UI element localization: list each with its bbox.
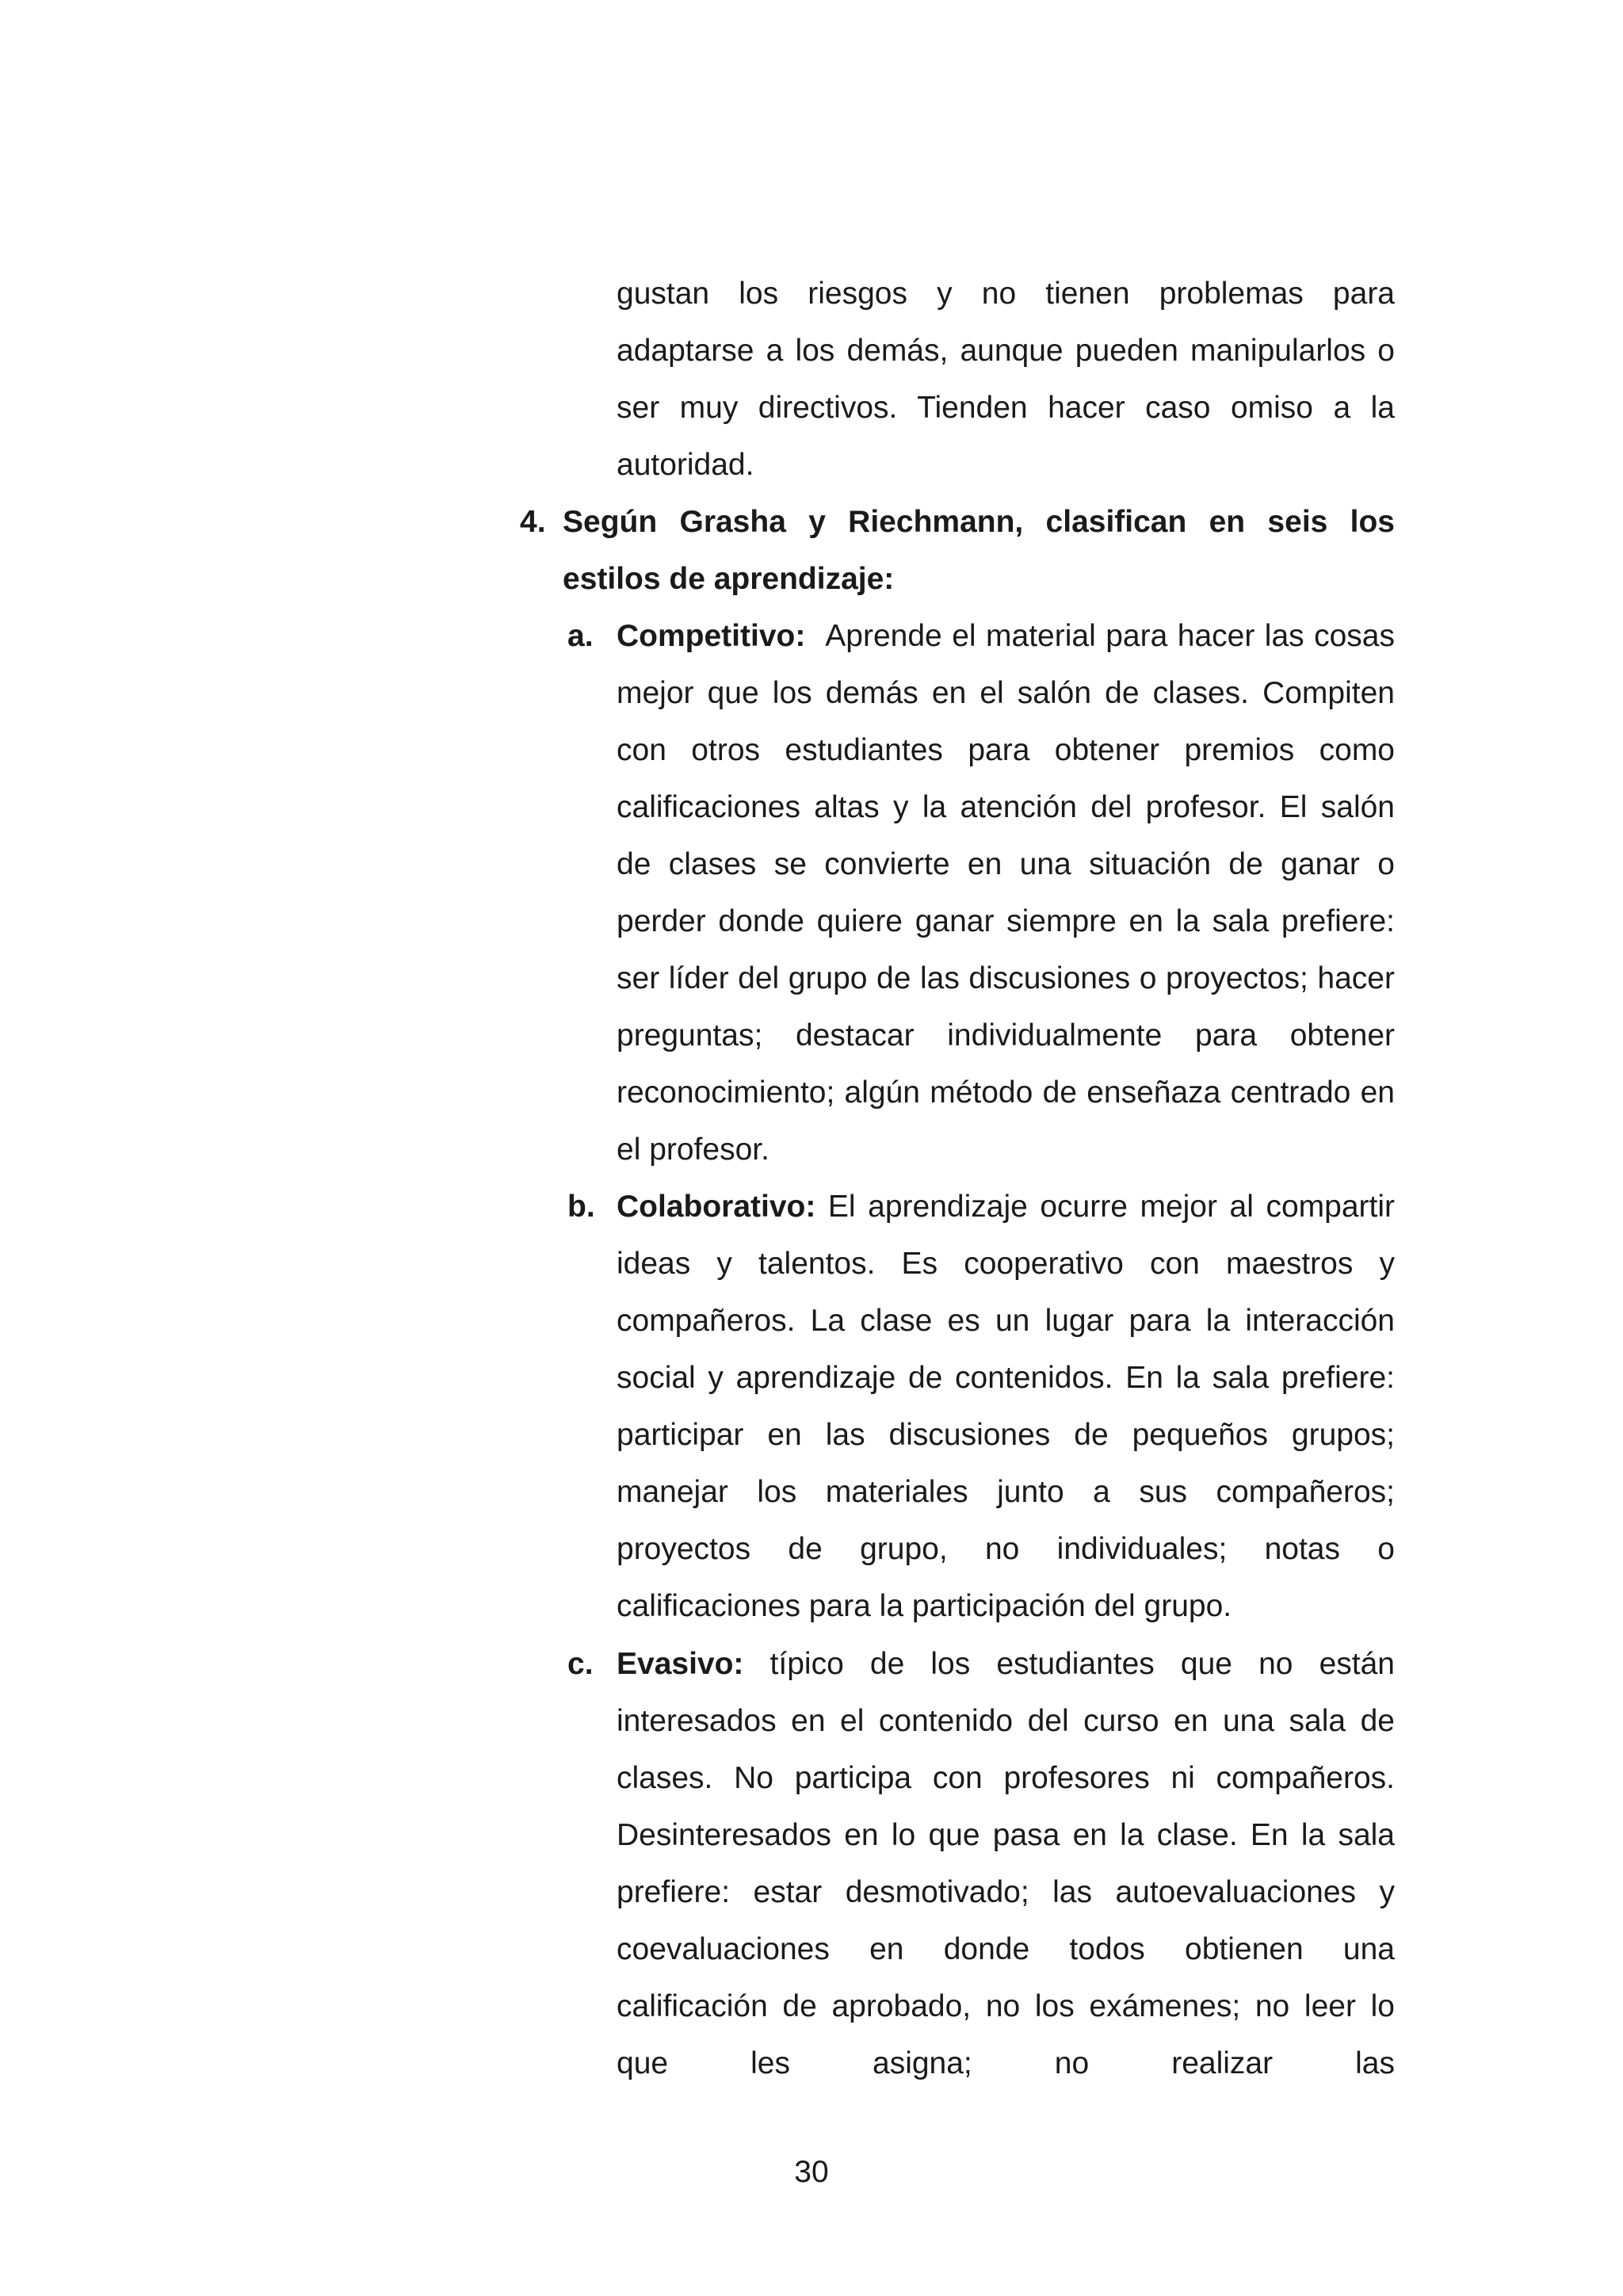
page-number: 30: [794, 2155, 829, 2189]
list-item-text: Aprende el material para hacer las cosas mejor que los demás en el salón de clases. Compiten con otros estudiantes para obtener premios como calificaciones altas y la atención del profesor. El salón de clases se convierte en una situación de ganar o perder donde quiere ganar siempre en la sala prefiere: ser líder del grupo de las discusiones o proyectos; hacer preguntas; destacar individualmente para obtener reconocimiento; algún método de enseñaza centrado en el profesor.: [617, 619, 1395, 1167]
list-item-term: Colaborativo:: [617, 1190, 816, 1224]
list-item-letter: a.: [567, 619, 594, 653]
continuation-paragraph: gustan los riesgos y no tienen problemas para adaptarse a los demás, aunque pueden manipularlos o ser muy directivos. Tienden hacer caso omiso a la autoridad.: [617, 277, 1395, 482]
list-item-body: [617, 1179, 1395, 1635]
list-item-term: Competitivo:: [617, 619, 806, 653]
section-number: 4.: [520, 505, 546, 539]
section-heading: [520, 494, 1395, 608]
list-item-body: [617, 1636, 1395, 2092]
list-item-colaborativo: [567, 1179, 1395, 1635]
list-item-text: El aprendizaje ocurre mejor al compartir ideas y talentos. Es cooperativo con maestros y compañeros. La clase es un lugar para la interacción social y aprendizaje de contenidos. En la sala prefiere: participar en las discusiones de pequeños grupos; manejar los materiales junto a sus compañeros; proyectos de grupo, no individuales; notas o calificaciones para la participación del grupo.: [617, 1190, 1395, 1623]
list-item-letter: b.: [567, 1190, 595, 1224]
list-item-text: típico de los estudiantes que no están interesados en el contenido del curso en una sala de clases. No participa con profesores ni compañeros. Desinteresados en lo que pasa en la clase. En la sala prefiere: estar desmotivado; las autoevaluaciones y coevaluaciones en donde todos obtienen una calificación de aprobado, no los exámenes; no leer lo que les asigna; no realizar las: [617, 1647, 1396, 2080]
list-item-evasivo: [567, 1636, 1395, 2092]
list-item-letter: c.: [567, 1647, 594, 1681]
section-title: Según Grasha y Riechmann, clasifican en seis los estilos de aprendizaje:: [563, 505, 1395, 596]
list-item-competitivo: [567, 608, 1395, 1179]
list-item-term: Evasivo:: [617, 1647, 744, 1681]
list-item-body: [617, 608, 1395, 1179]
